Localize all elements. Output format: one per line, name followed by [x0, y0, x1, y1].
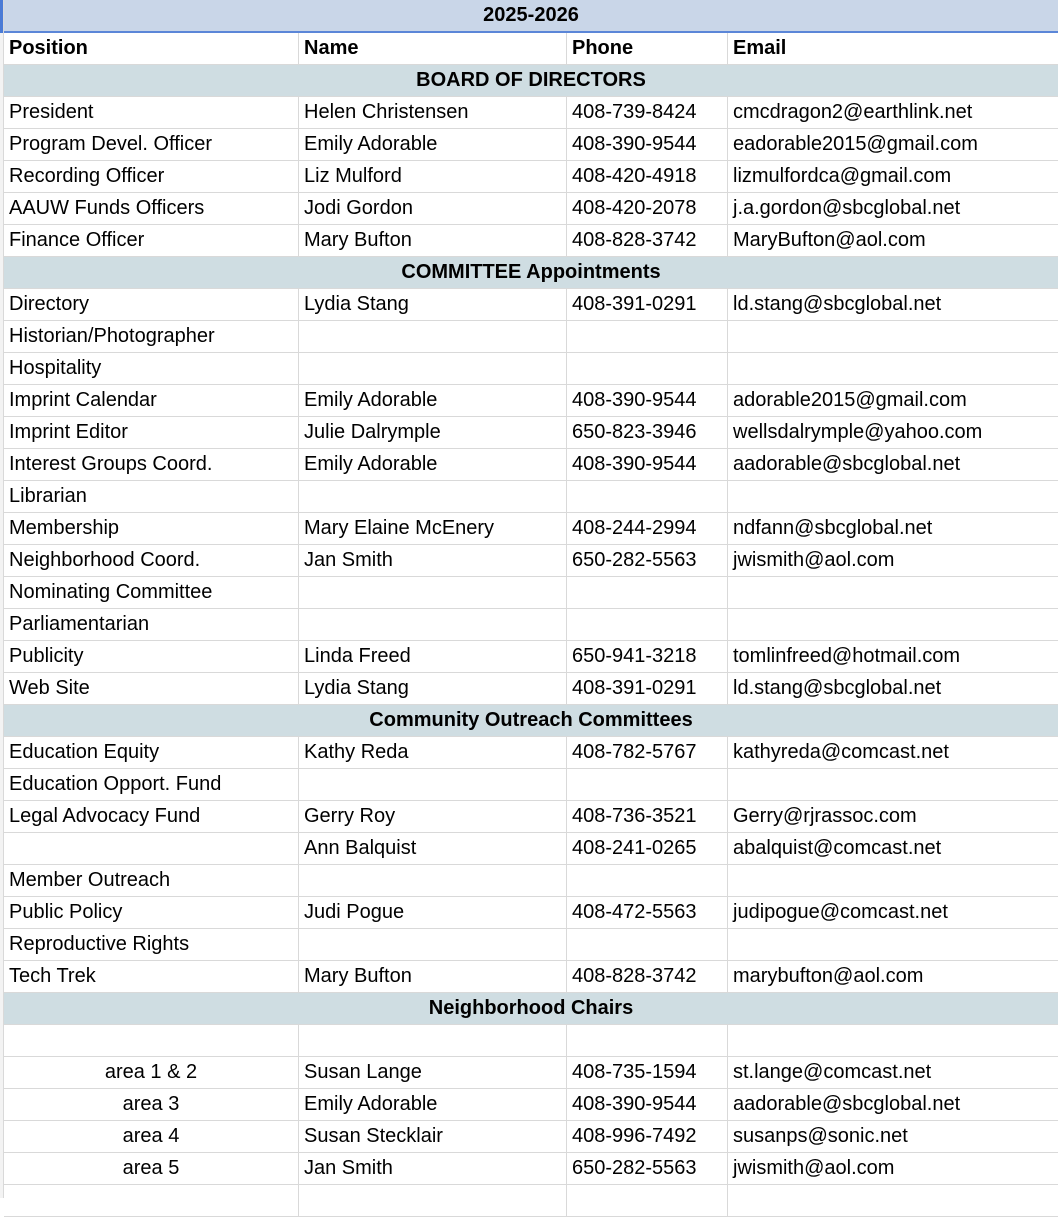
- cell-name[interactable]: Linda Freed: [299, 641, 567, 672]
- header-phone[interactable]: Phone: [567, 33, 728, 64]
- cell-phone[interactable]: [567, 865, 728, 896]
- cell-phone[interactable]: 408-390-9544: [567, 385, 728, 416]
- cell-email[interactable]: eadorable2015@gmail.com: [733, 133, 978, 155]
- section-header-row: [4, 705, 1058, 737]
- cell-phone[interactable]: 408-391-0291: [567, 673, 728, 704]
- header-email[interactable]: Email: [733, 37, 787, 59]
- cell-email[interactable]: lizmulfordca@gmail.com: [733, 165, 952, 187]
- cell-email[interactable]: st.lange@comcast.net: [733, 1061, 932, 1083]
- table-row: [4, 481, 1058, 513]
- cell-email[interactable]: kathyreda@comcast.net: [733, 741, 949, 763]
- cell-position[interactable]: Member Outreach: [4, 865, 299, 896]
- cell-phone[interactable]: 408-828-3742: [567, 961, 728, 992]
- cell-name[interactable]: Emily Adorable: [299, 1089, 567, 1120]
- cell-position[interactable]: Interest Groups Coord.: [4, 449, 299, 480]
- section-header-row: [4, 65, 1058, 97]
- cell-position[interactable]: Web Site: [4, 673, 299, 704]
- cell-email[interactable]: cmcdragon2@earthlink.net: [733, 101, 973, 123]
- section-title[interactable]: COMMITTEE Appointments: [401, 261, 661, 283]
- cell-name[interactable]: Helen Christensen: [299, 97, 567, 128]
- cell-phone[interactable]: [567, 321, 728, 352]
- table-row: [4, 801, 1058, 833]
- cell-email[interactable]: [728, 481, 1058, 512]
- cell-position[interactable]: area 4: [4, 1121, 299, 1152]
- table-row: [4, 417, 1058, 449]
- table-row: [4, 1121, 1058, 1153]
- cell-position[interactable]: President: [4, 97, 299, 128]
- cell-phone[interactable]: 408-736-3521: [567, 801, 728, 832]
- cell-name[interactable]: [299, 609, 567, 640]
- table-row: [4, 641, 1058, 673]
- cell-name[interactable]: Mary Elaine McEnery: [299, 513, 567, 544]
- cell-name[interactable]: [299, 1025, 567, 1056]
- cell-email[interactable]: susanps@sonic.net: [733, 1125, 908, 1147]
- cell-name[interactable]: [299, 481, 567, 512]
- cell-email[interactable]: [728, 769, 1058, 800]
- cell-phone[interactable]: 408-420-4918: [567, 161, 728, 192]
- cell-email[interactable]: jwismith@aol.com: [733, 1157, 895, 1179]
- cell-phone[interactable]: [567, 769, 728, 800]
- cell-phone[interactable]: 408-390-9544: [567, 1089, 728, 1120]
- cell-name[interactable]: Jan Smith: [299, 545, 567, 576]
- cell-position[interactable]: Neighborhood Coord.: [4, 545, 299, 576]
- cell-position[interactable]: Membership: [4, 513, 299, 544]
- cell-position[interactable]: area 5: [4, 1153, 299, 1184]
- cell-phone[interactable]: 408-244-2994: [567, 513, 728, 544]
- cell-name[interactable]: Julie Dalrymple: [299, 417, 567, 448]
- selection-marker: [0, 0, 3, 33]
- cell-phone[interactable]: 408-739-8424: [567, 97, 728, 128]
- table-row: [4, 577, 1058, 609]
- cell-position[interactable]: area 1 & 2: [4, 1057, 299, 1088]
- year-title[interactable]: 2025-2026: [483, 4, 579, 26]
- cell-email[interactable]: marybufton@aol.com: [733, 965, 924, 987]
- cell-name[interactable]: Emily Adorable: [299, 385, 567, 416]
- table-row: [4, 609, 1058, 641]
- cell-email[interactable]: abalquist@comcast.net: [733, 837, 942, 859]
- table-row: [4, 449, 1058, 481]
- cell-name[interactable]: [299, 353, 567, 384]
- cell-email[interactable]: jwismith@aol.com: [733, 549, 895, 571]
- cell-phone[interactable]: 408-472-5563: [567, 897, 728, 928]
- cell-email[interactable]: aadorable@sbcglobal.net: [733, 453, 961, 475]
- cell-name[interactable]: Ann Balquist: [299, 833, 567, 864]
- cell-email[interactable]: tomlinfreed@hotmail.com: [733, 645, 961, 667]
- cell-email[interactable]: ld.stang@sbcglobal.net: [733, 293, 942, 315]
- cell-email[interactable]: [728, 609, 1058, 640]
- cell-phone[interactable]: 408-996-7492: [567, 1121, 728, 1152]
- table-row: [4, 673, 1058, 705]
- cell-position[interactable]: Legal Advocacy Fund: [4, 801, 299, 832]
- table-row: [4, 865, 1058, 897]
- spreadsheet-grid: [4, 0, 1058, 1217]
- cell-email[interactable]: [728, 1025, 1058, 1056]
- table-row: [4, 737, 1058, 769]
- cell-name[interactable]: Mary Bufton: [299, 225, 567, 256]
- cell-email[interactable]: [728, 353, 1058, 384]
- cell-email[interactable]: adorable2015@gmail.com: [733, 389, 967, 411]
- cell-position[interactable]: Education Opport. Fund: [4, 769, 299, 800]
- cell-name[interactable]: Susan Lange: [299, 1057, 567, 1088]
- section-title[interactable]: BOARD OF DIRECTORS: [416, 69, 646, 91]
- cell-name[interactable]: Gerry Roy: [299, 801, 567, 832]
- cell-position[interactable]: Historian/Photographer: [4, 321, 299, 352]
- section-title[interactable]: Community Outreach Committees: [369, 709, 693, 731]
- table-row: [4, 161, 1058, 193]
- section-title[interactable]: Neighborhood Chairs: [428, 997, 634, 1019]
- cell-email[interactable]: [728, 577, 1058, 608]
- cell-position[interactable]: Imprint Editor: [4, 417, 299, 448]
- cell-name[interactable]: Liz Mulford: [299, 161, 567, 192]
- cell-name[interactable]: Jan Smith: [299, 1153, 567, 1184]
- cell-email[interactable]: ld.stang@sbcglobal.net: [733, 677, 942, 699]
- table-row: [4, 769, 1058, 801]
- table-row: [4, 1185, 1058, 1217]
- cell-phone[interactable]: 650-941-3218: [567, 641, 728, 672]
- table-row: [4, 97, 1058, 129]
- cell-name[interactable]: Kathy Reda: [299, 737, 567, 768]
- table-row: [4, 289, 1058, 321]
- cell-email[interactable]: ndfann@sbcglobal.net: [733, 517, 933, 539]
- table-row: [4, 385, 1058, 417]
- cell-phone[interactable]: [567, 353, 728, 384]
- cell-position[interactable]: Librarian: [4, 481, 299, 512]
- table-row: [4, 929, 1058, 961]
- table-row: [4, 225, 1058, 257]
- cell-name[interactable]: [299, 577, 567, 608]
- cell-phone[interactable]: 408-241-0265: [567, 833, 728, 864]
- cell-position[interactable]: Public Policy: [4, 897, 299, 928]
- cell-position[interactable]: Publicity: [4, 641, 299, 672]
- cell-position[interactable]: Reproductive Rights: [4, 929, 299, 960]
- cell-name[interactable]: Jodi Gordon: [299, 193, 567, 224]
- table-row: [4, 1025, 1058, 1057]
- cell-position[interactable]: [4, 833, 299, 864]
- cell-position[interactable]: Parliamentarian: [4, 609, 299, 640]
- table-row: [4, 321, 1058, 353]
- cell-phone[interactable]: [567, 1185, 728, 1216]
- table-row: [4, 1153, 1058, 1185]
- cell-email[interactable]: MaryBufton@aol.com: [733, 229, 926, 251]
- cell-position[interactable]: Education Equity: [4, 737, 299, 768]
- column-header-row: [4, 33, 1058, 65]
- header-name[interactable]: Name: [299, 33, 567, 64]
- table-row: [4, 193, 1058, 225]
- cell-email[interactable]: Gerry@rjrassoc.com: [733, 805, 917, 827]
- cell-email[interactable]: [728, 929, 1058, 960]
- table-row: [4, 1057, 1058, 1089]
- cell-phone[interactable]: 408-828-3742: [567, 225, 728, 256]
- cell-phone[interactable]: 650-823-3946: [567, 417, 728, 448]
- cell-position[interactable]: Program Devel. Officer: [4, 129, 299, 160]
- cell-email[interactable]: [728, 321, 1058, 352]
- cell-phone[interactable]: [567, 481, 728, 512]
- cell-position[interactable]: Finance Officer: [4, 225, 299, 256]
- cell-email[interactable]: j.a.gordon@sbcglobal.net: [733, 197, 961, 219]
- table-row: [4, 545, 1058, 577]
- cell-name[interactable]: Emily Adorable: [299, 449, 567, 480]
- cell-phone[interactable]: 650-282-5563: [567, 1153, 728, 1184]
- cell-phone[interactable]: [567, 577, 728, 608]
- table-row: [4, 129, 1058, 161]
- cell-position[interactable]: Nominating Committee: [4, 577, 299, 608]
- cell-name[interactable]: Susan Stecklair: [299, 1121, 567, 1152]
- cell-position[interactable]: Tech Trek: [4, 961, 299, 992]
- cell-name[interactable]: [299, 929, 567, 960]
- header-position[interactable]: Position: [4, 33, 299, 64]
- cell-name[interactable]: [299, 769, 567, 800]
- cell-position[interactable]: AAUW Funds Officers: [4, 193, 299, 224]
- cell-phone[interactable]: 408-391-0291: [567, 289, 728, 320]
- cell-email[interactable]: [728, 865, 1058, 896]
- cell-name[interactable]: [299, 321, 567, 352]
- section-header-row: [4, 993, 1058, 1025]
- table-row: [4, 961, 1058, 993]
- cell-email[interactable]: wellsdalrymple@yahoo.com: [733, 421, 983, 443]
- cell-phone[interactable]: 408-782-5767: [567, 737, 728, 768]
- cell-email[interactable]: [728, 1185, 1058, 1216]
- cell-phone[interactable]: 650-282-5563: [567, 545, 728, 576]
- cell-name[interactable]: Emily Adorable: [299, 129, 567, 160]
- cell-phone[interactable]: 408-735-1594: [567, 1057, 728, 1088]
- cell-position[interactable]: Hospitality: [4, 353, 299, 384]
- cell-phone[interactable]: [567, 929, 728, 960]
- table-row: [4, 353, 1058, 385]
- cell-position[interactable]: Imprint Calendar: [4, 385, 299, 416]
- year-title-row[interactable]: [4, 0, 1058, 33]
- cell-email[interactable]: aadorable@sbcglobal.net: [733, 1093, 961, 1115]
- cell-phone[interactable]: 408-390-9544: [567, 449, 728, 480]
- cell-name[interactable]: [299, 865, 567, 896]
- cell-name[interactable]: Lydia Stang: [299, 673, 567, 704]
- cell-position[interactable]: [4, 1025, 299, 1056]
- table-row: [4, 1089, 1058, 1121]
- section-header-row: [4, 257, 1058, 289]
- cell-phone[interactable]: [567, 609, 728, 640]
- cell-position[interactable]: Recording Officer: [4, 161, 299, 192]
- cell-phone[interactable]: [567, 1025, 728, 1056]
- cell-position[interactable]: area 3: [4, 1089, 299, 1120]
- cell-email[interactable]: judipogue@comcast.net: [733, 901, 948, 923]
- cell-name[interactable]: Mary Bufton: [299, 961, 567, 992]
- cell-phone[interactable]: 408-390-9544: [567, 129, 728, 160]
- table-row: [4, 513, 1058, 545]
- cell-position[interactable]: [4, 1185, 299, 1216]
- table-row: [4, 897, 1058, 929]
- cell-name[interactable]: [299, 1185, 567, 1216]
- cell-phone[interactable]: 408-420-2078: [567, 193, 728, 224]
- cell-position[interactable]: Directory: [4, 289, 299, 320]
- table-row: [4, 833, 1058, 865]
- cell-name[interactable]: Judi Pogue: [299, 897, 567, 928]
- cell-name[interactable]: Lydia Stang: [299, 289, 567, 320]
